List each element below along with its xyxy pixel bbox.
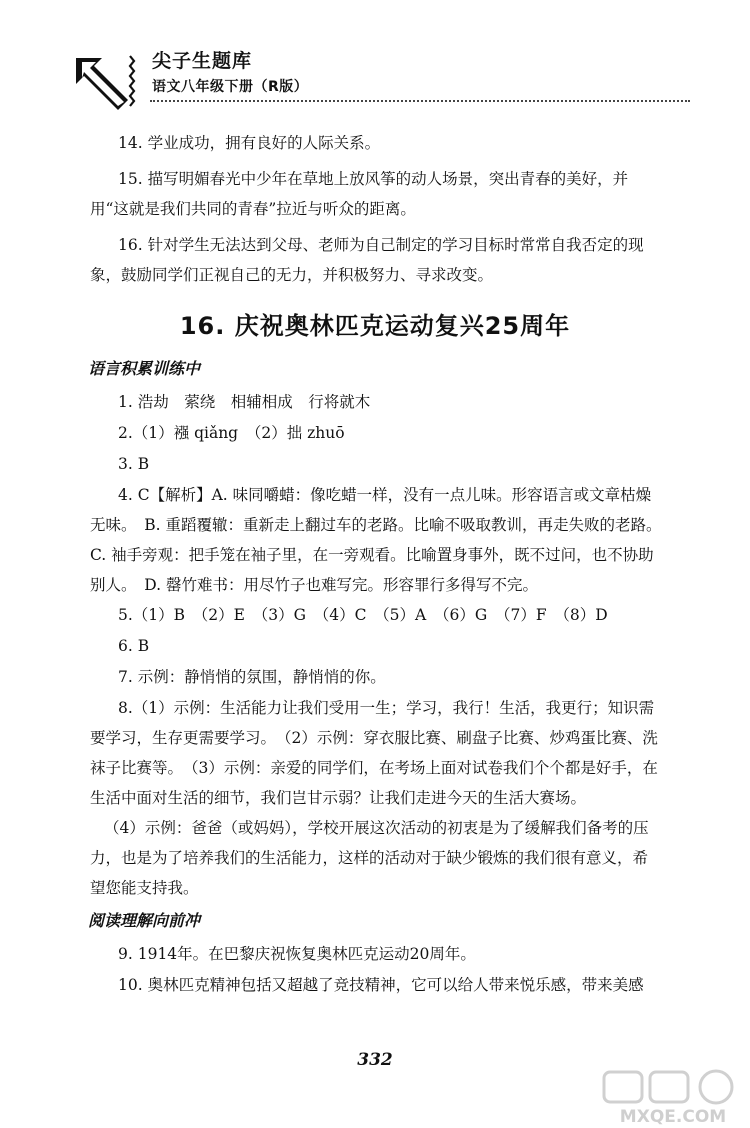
answer-7: 7. 示例：静悄悄的氛围，静悄悄的你。 [118, 668, 386, 686]
page-content [0, 128, 750, 1001]
answer-2: 2.（1）襁 qiǎng （2）拙 zhuō [118, 424, 345, 442]
lesson-title: 16. 庆祝奥林匹克运动复兴25周年 [179, 312, 571, 340]
answer-15: 15. 描写明媚春光中少年在草地上放风筝的动人场景，突出青春的美好，并用“这就是我们共同的青春”拉近与听众的距离。 [90, 170, 629, 218]
watermark-text: MXQE.COM [619, 1107, 727, 1126]
arrow-logo-icon [72, 52, 142, 114]
answer-10: 10. 奥林匹克精神包括又超越了竞技精神，它可以给人带来悦乐感，带来美感 [118, 976, 644, 994]
book-subtitle: 语文八年级下册（R版） [152, 79, 309, 95]
answer-3: 3. B [118, 455, 150, 473]
section-heading-language: 语言积累训练中 [88, 359, 201, 378]
answer-16: 16. 针对学生无法达到父母、老师为自己制定的学习目标时常常自我否定的现象，鼓励同学们正视自己的无力，并积极努力、寻求改变。 [90, 236, 644, 284]
answer-5: 5.（1）B （2）E （3）G （4）C （5）A （6）G （7）F （8）D [118, 606, 608, 624]
answer-8-part4: （4）示例：爸爸（或妈妈），学校开展这次活动的初衷是为了缓解我们备考的压力，也是为了培养我们的生活能力，这样的活动对于缺少锻炼的我们很有意义，希望您能支持我。 [90, 819, 649, 897]
answer-4: 4. C【解析】A. 味同嚼蜡：像吃蜡一样，没有一点儿味。形容语言或文章枯燥无味。 B. 重蹈覆辙：重新走上翻过车的老路。比喻不吸取教训，再走失败的老路。 C. 袖手旁观：把手笼在袖子里，在一旁观看。比喻置身事外，既不过问，也不协助别人。 D. 罄竹难书：用尽竹子也难写完。形容罪行多得写不完。 [90, 486, 670, 594]
watermark-logo [598, 1068, 748, 1126]
answer-1: 1. 浩劫 萦绕 相辅相成 行将就木 [118, 393, 371, 411]
page-number: 332 [357, 1050, 393, 1070]
page-header [0, 0, 750, 120]
answer-8: 8.（1）示例：生活能力让我们受用一生；学习，我行！生活，我更行；知识需要学习，生存更需要学习。 （2）示例：穿衣服比赛、刷盘子比赛、炒鸡蛋比赛、洗袜子比赛等。 （3）示例：亲爱的同学们，在考场上面对试卷我们个个都是好手，在生活中面对生活的细节，我们岂甘示弱？让我们走进今天的生活大赛场。 [90, 699, 658, 807]
answer-6: 6. B [118, 637, 150, 655]
series-title: 尖子生题库 [152, 50, 253, 72]
answer-14: 14. 学业成功，拥有良好的人际关系。 [118, 134, 381, 152]
answer-9: 9. 1914年。在巴黎庆祝恢复奥林匹克运动20周年。 [118, 945, 476, 963]
header-divider [150, 100, 690, 102]
section-heading-reading: 阅读理解向前冲 [88, 911, 201, 930]
